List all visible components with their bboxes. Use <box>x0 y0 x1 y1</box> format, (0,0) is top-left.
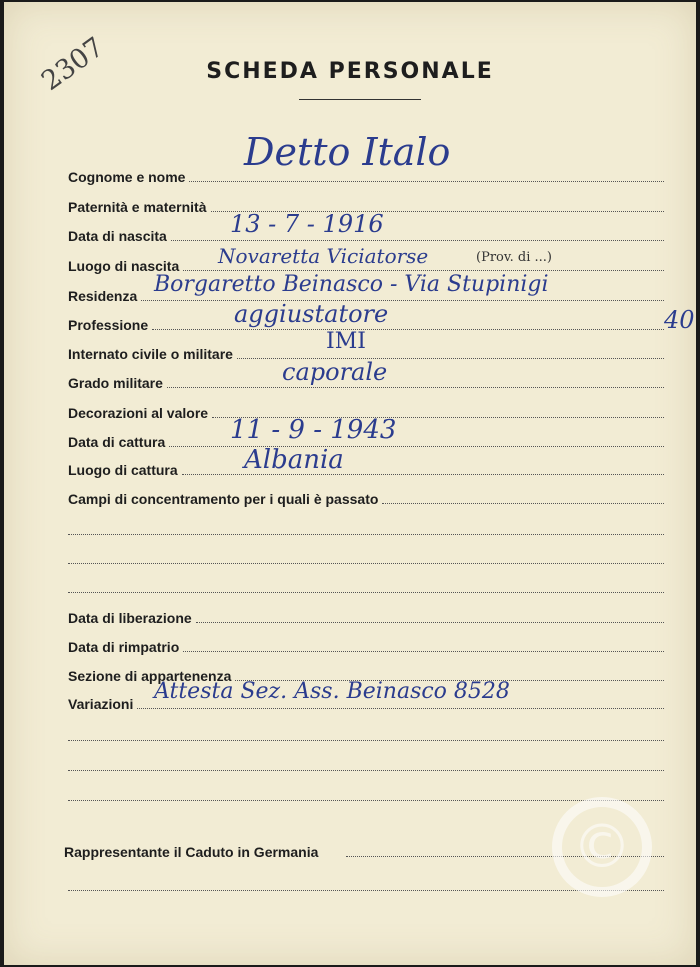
handwritten-house-number: 40 <box>664 306 695 334</box>
field-campi-line-4 <box>68 576 664 596</box>
field-label: Data di rimpatrio <box>68 639 180 655</box>
field-line <box>167 386 664 388</box>
page-title: SCHEDA PERSONALE <box>206 59 494 84</box>
field-line <box>68 591 664 593</box>
handwritten-birth-place: Novaretta Viciatorse <box>218 244 429 268</box>
handwritten-profession: aggiustatore <box>234 300 389 328</box>
handwritten-capture-place: Albania <box>244 445 344 475</box>
personal-record-card <box>4 2 696 965</box>
field-line <box>68 533 664 535</box>
field-label: Internato civile o militare <box>68 346 233 362</box>
archive-number: 2307 <box>36 31 110 98</box>
field-line <box>196 621 664 623</box>
field-line <box>171 239 664 241</box>
field-label: Data di liberazione <box>68 610 192 626</box>
field-campi-line-2 <box>68 518 664 538</box>
field-label: Luogo di nascita <box>68 258 180 274</box>
handwritten-variations: Attesta Sez. Ass. Beinasco 8528 <box>154 679 510 704</box>
title-divider <box>299 99 421 100</box>
field-label: Sezione di appartenenza <box>68 668 232 684</box>
field-line <box>183 650 664 652</box>
field-line <box>189 180 664 182</box>
field-luogo-cattura <box>68 458 664 478</box>
field-label: Data di nascita <box>68 228 167 244</box>
field-line <box>141 299 664 301</box>
copyright-watermark-icon: © <box>552 797 652 897</box>
handwritten-capture-date: 11 - 9 - 1943 <box>230 415 397 445</box>
handwritten-rank: caporale <box>282 358 388 386</box>
field-rimpatrio <box>68 635 664 655</box>
birth-province: (Prov. di ...) <box>476 250 553 265</box>
field-label: Luogo di cattura <box>68 462 178 478</box>
field-line <box>137 707 664 709</box>
field-line <box>68 769 664 771</box>
field-line <box>183 269 664 271</box>
field-label: Campi di concentramento per i quali è passato <box>68 491 379 507</box>
field-variazioni-line-4 <box>68 784 664 804</box>
field-label: Paternità e maternità <box>68 199 207 215</box>
field-label: Variazioni <box>68 696 134 712</box>
handwritten-residence: Borgaretto Beinasco - Via Stupinigi <box>154 272 549 297</box>
field-line <box>382 502 664 504</box>
field-label: Professione <box>68 317 149 333</box>
field-label: Decorazioni al valore <box>68 405 209 421</box>
field-label: Rappresentante il Caduto in Germania <box>64 844 319 860</box>
field-variazioni-line-2 <box>68 724 664 744</box>
field-line <box>152 328 664 330</box>
field-line <box>68 739 664 741</box>
handwritten-internment-type: IMI <box>326 329 366 354</box>
field-campi <box>68 487 664 507</box>
field-line <box>68 562 664 564</box>
field-variazioni-line-3 <box>68 754 664 774</box>
field-label: Data di cattura <box>68 434 166 450</box>
field-label: Cognome e nome <box>68 169 186 185</box>
field-label: Grado militare <box>68 375 163 391</box>
field-campi-line-3 <box>68 547 664 567</box>
field-liberazione <box>68 606 664 626</box>
handwritten-birth-date: 13 - 7 - 1916 <box>230 210 384 238</box>
field-label: Residenza <box>68 288 138 304</box>
field-line <box>68 799 664 801</box>
handwritten-name: Detto Italo <box>244 130 451 174</box>
